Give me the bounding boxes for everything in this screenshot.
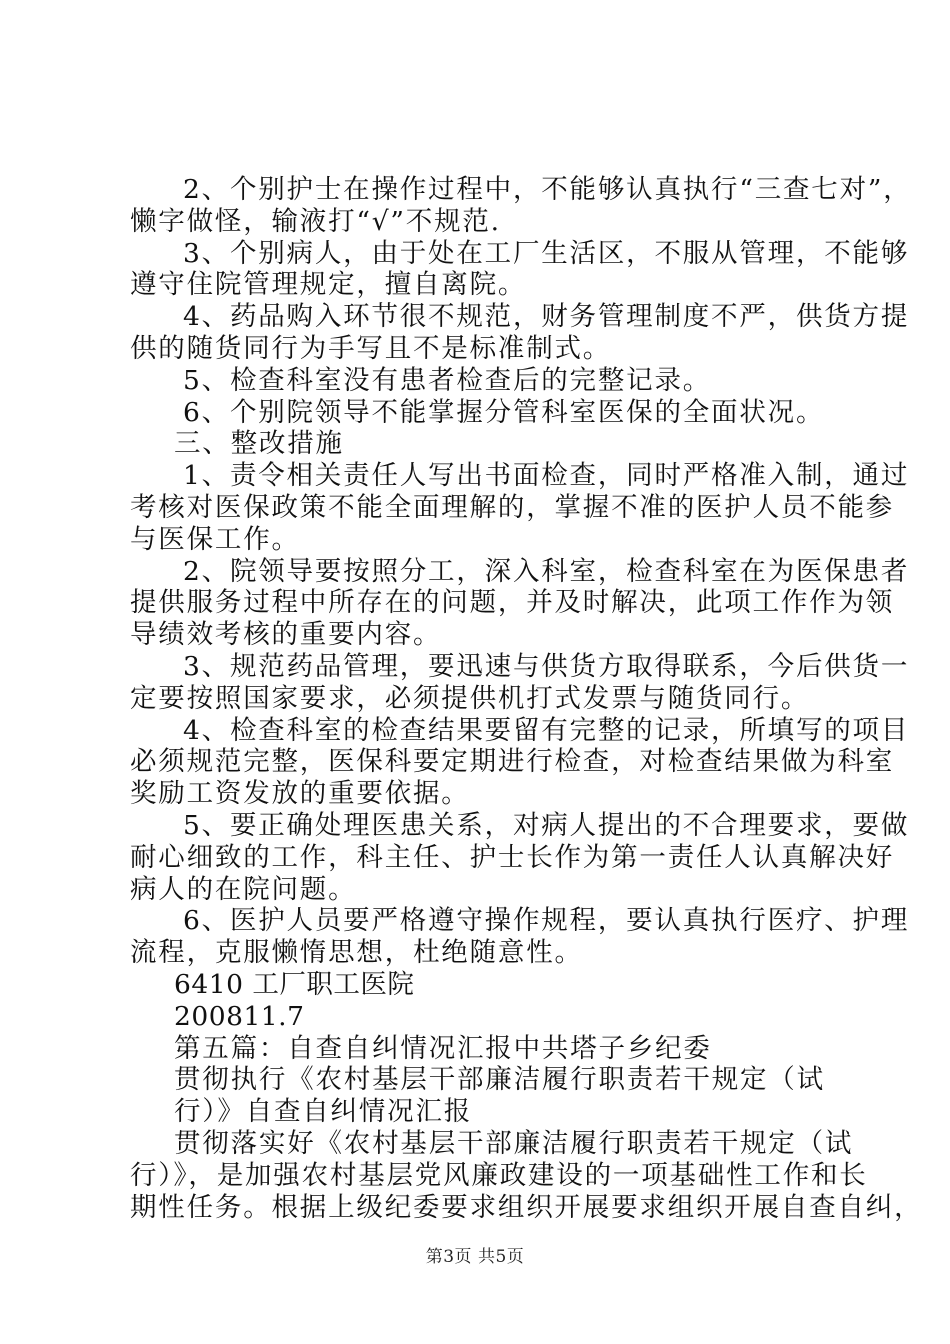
- paragraph-line: 2、个别护士在操作过程中，不能够认真执行“三查七对”，: [183, 174, 912, 205]
- paragraph-line: 与医保工作。: [130, 523, 300, 555]
- section-heading: 三、整改措施: [174, 428, 344, 460]
- paragraph-line: 遵守住院管理规定，擅自离院。: [130, 269, 527, 301]
- signature-date: 200811.7: [174, 1000, 305, 1032]
- paragraph-line: 行）》，是加强农村基层党风廉政建设的一项基础性工作和长: [130, 1159, 868, 1191]
- paragraph-line: 3、个别病人，由于处在工厂生活区，不服从管理，不能够: [183, 237, 910, 269]
- paragraph-line: 2、院领导要按照分工，深入科室，检查科室在为医保患者: [183, 555, 910, 587]
- paragraph-line: 4、药品购入环节很不规范，财务管理制度不严，供货方提: [183, 301, 910, 333]
- paragraph-line: 供的随货同行为手写且不是标准制式。: [130, 332, 612, 364]
- chapter-heading: 第五篇：自查自纠情况汇报中共塔子乡纪委: [174, 1032, 712, 1064]
- paragraph-line: 5、要正确处理医患关系，对病人提出的不合理要求，要做: [183, 809, 910, 841]
- signature-organization: 6410 工厂职工医院: [174, 968, 415, 1000]
- paragraph-line: 6、医护人员要严格遵守操作规程，要认真执行医疗、护理: [183, 905, 910, 937]
- paragraph-line: 提供服务过程中所存在的问题，并及时解决，此项工作作为领: [130, 587, 895, 619]
- paragraph-line: 考核对医保政策不能全面理解的，掌握不准的医护人员不能参: [130, 491, 895, 523]
- paragraph-line: 懒字做怪，输液打“√”不规范.: [130, 205, 501, 237]
- paragraph-line: 必须规范完整，医保科要定期进行检查，对检查结果做为科室: [130, 746, 895, 778]
- report-title-line: 贯彻执行《农村基层干部廉洁履行职责若干规定（试: [174, 1064, 825, 1096]
- page-number-footer: 第3页 共5页: [425, 1247, 525, 1267]
- paragraph-line: 4、检查科室的检查结果要留有完整的记录，所填写的项目: [183, 714, 910, 746]
- report-title-line: 行）》自查自纠情况汇报: [174, 1096, 473, 1128]
- document-body: [130, 174, 923, 1223]
- paragraph-line: 耐心细致的工作，科主任、护士长作为第一责任人认真解决好: [130, 841, 895, 873]
- paragraph-line: 期性任务。根据上级纪委要求组织开展要求组织开展自查自纠，: [130, 1191, 923, 1223]
- paragraph-line: 导绩效考核的重要内容。: [130, 619, 442, 651]
- paragraph-line: 流程，克服懒惰思想，杜绝随意性。: [130, 937, 583, 969]
- paragraph-line: 1、责令相关责任人写出书面检查，同时严格准入制，通过: [183, 460, 910, 492]
- paragraph-line: 3、规范药品管理，要迅速与供货方取得联系，今后供货一: [183, 650, 910, 682]
- paragraph-line: 奖励工资发放的重要依据。: [130, 778, 470, 810]
- paragraph-line: 定要按照国家要求，必须提供机打式发票与随货同行。: [130, 682, 810, 714]
- paragraph-line: 病人的在院问题。: [130, 873, 357, 905]
- paragraph-line: 6、个别院领导不能掌握分管科室医保的全面状况。: [183, 396, 825, 428]
- paragraph-line: 贯彻落实好《农村基层干部廉洁履行职责若干规定（试: [174, 1127, 854, 1159]
- paragraph-line: 5、检查科室没有患者检查后的完整记录。: [183, 364, 712, 396]
